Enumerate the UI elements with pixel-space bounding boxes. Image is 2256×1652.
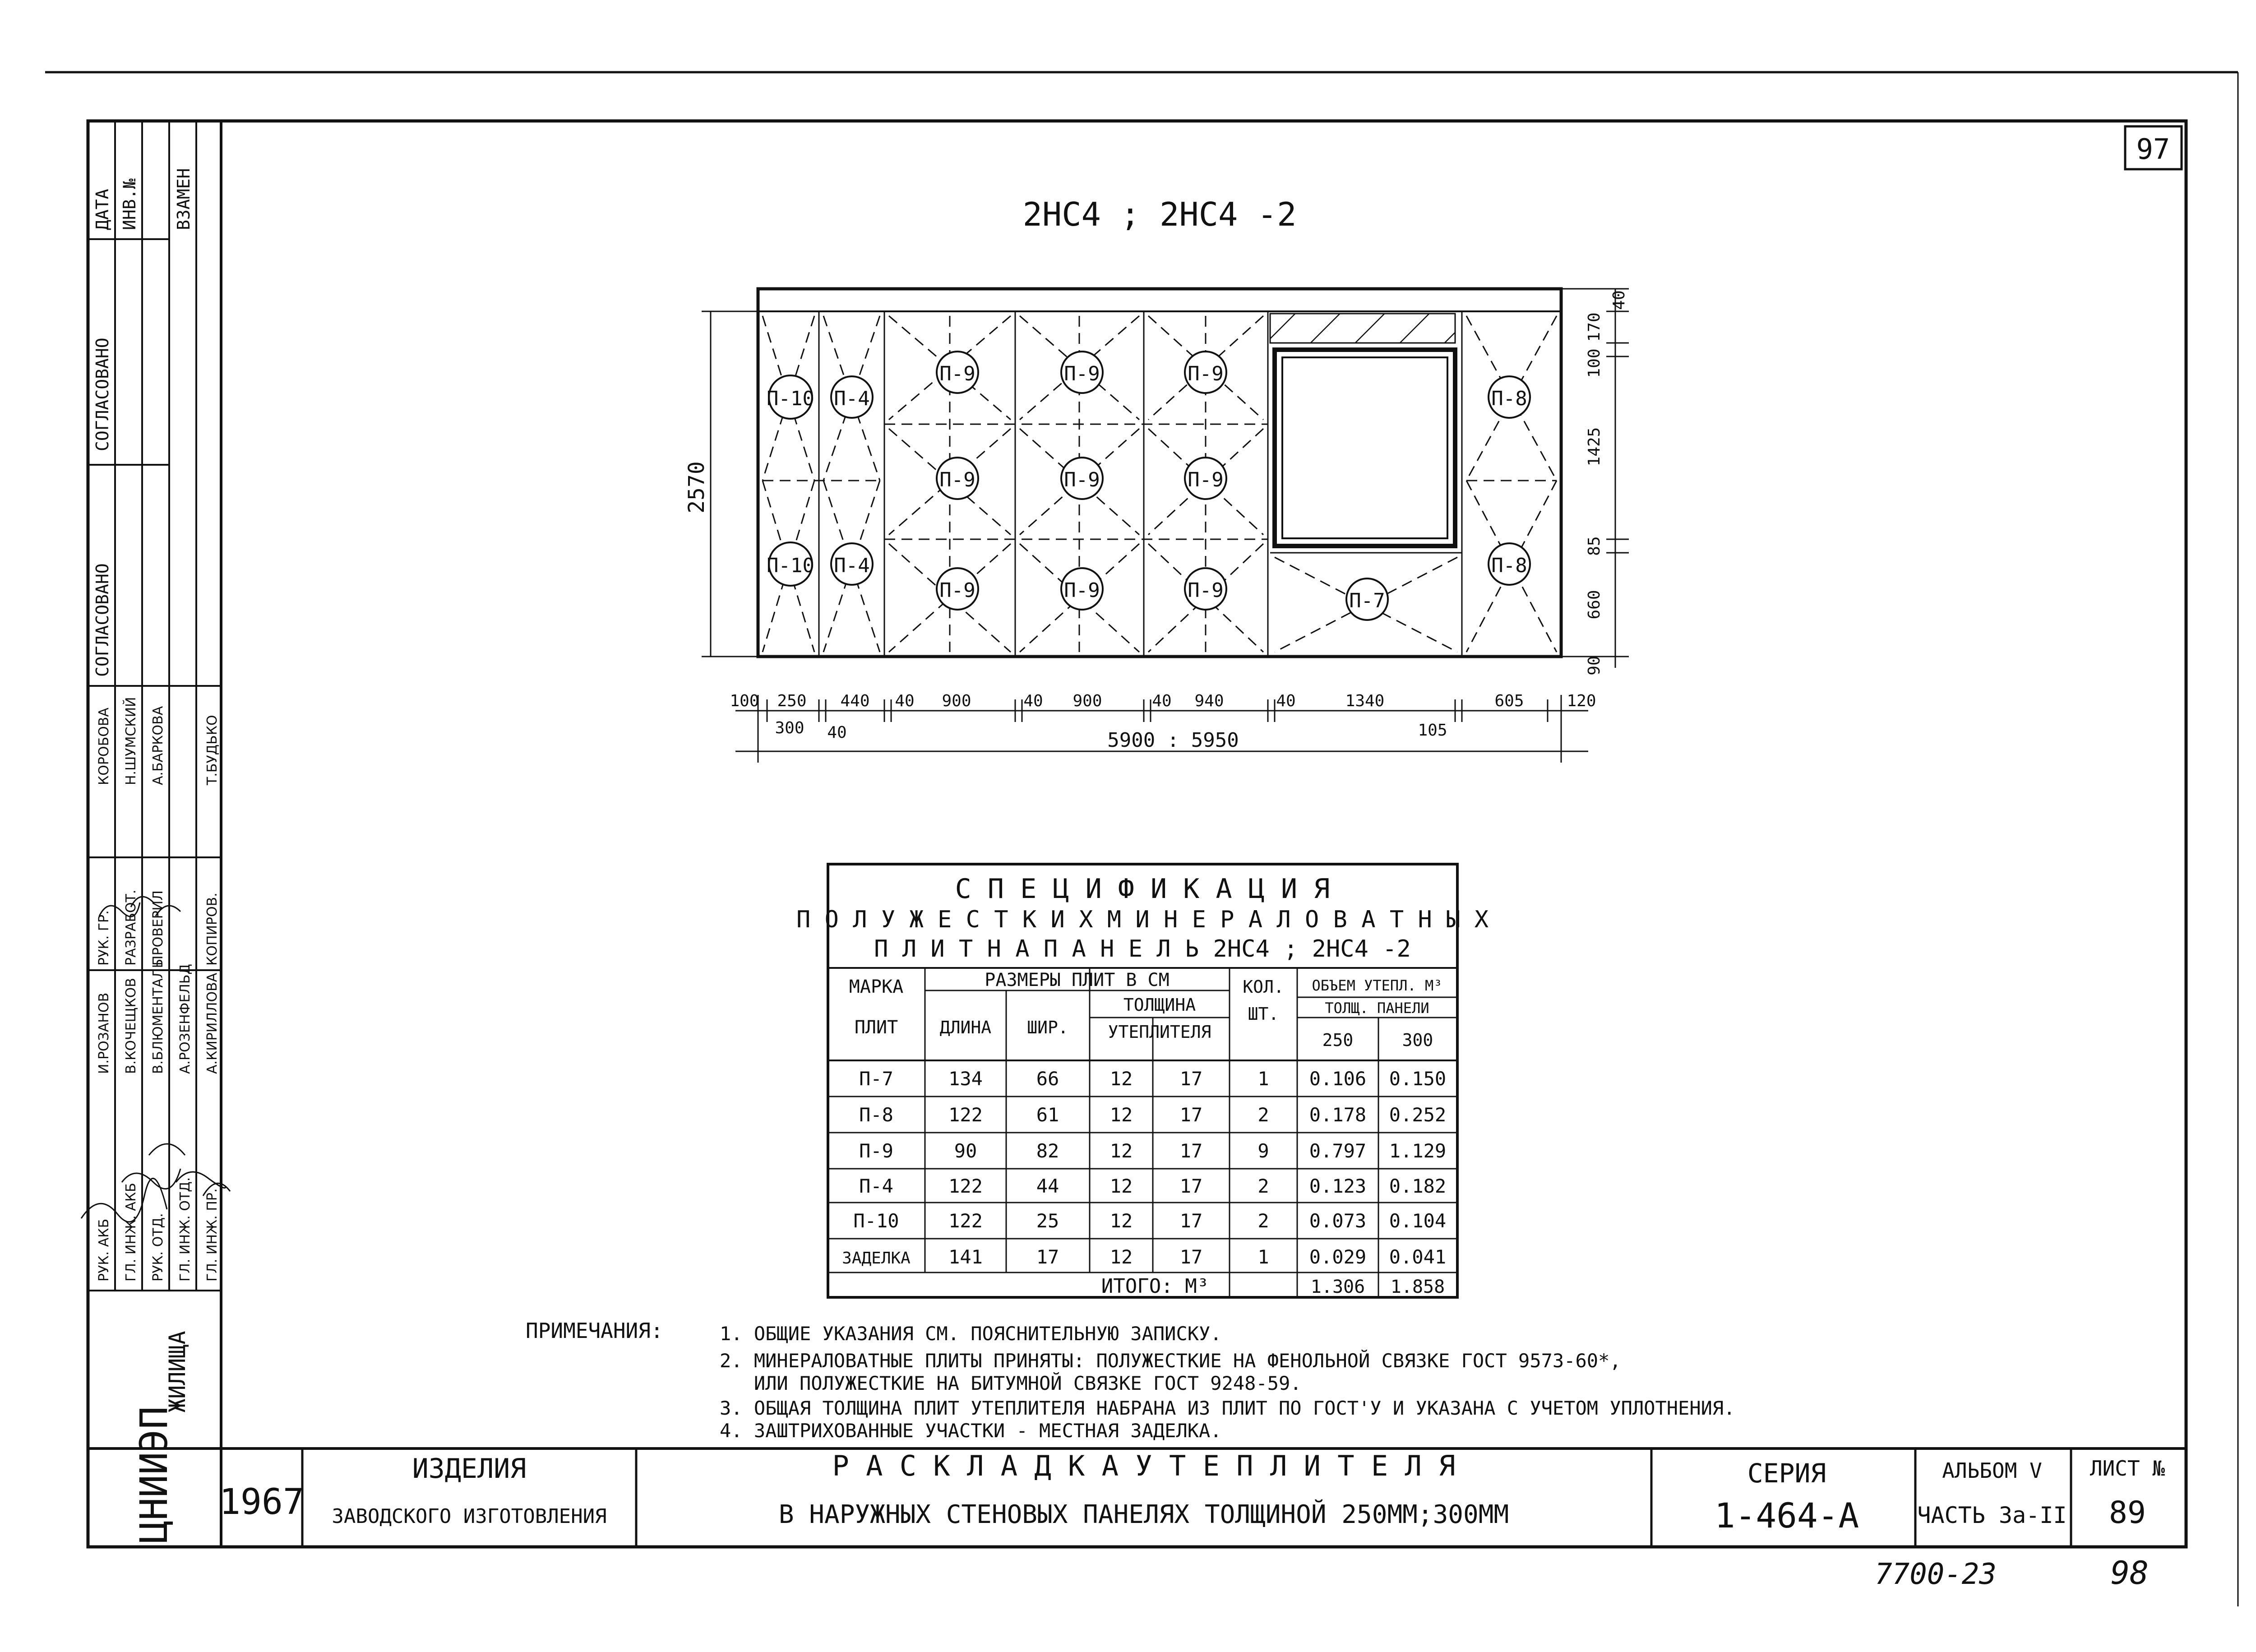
total-label: ИТОГО: М³: [1101, 1275, 1209, 1298]
overall-width: 5900 : 5950: [1107, 729, 1239, 752]
notes: [526, 1319, 1735, 1442]
stamp-header: ДАТА: [92, 189, 112, 230]
spec-cell: 141: [948, 1246, 983, 1268]
note-line: 3. ОБЩАЯ ТОЛЩИНА ПЛИТ УТЕПЛИТЕЛЯ НАБРАНА ИЗ ПЛИТ ПО ГОСТ'У И УКАЗАНА С УЧЕТОМ УПЛОТНЕНИЯ.: [720, 1397, 1735, 1419]
bottom-dimension: 900: [942, 692, 971, 710]
year: 1967: [219, 1482, 304, 1522]
spec-cell: 17: [1179, 1104, 1203, 1126]
col-header: ТОЛЩИНА: [1123, 995, 1196, 1015]
col-header: ПЛИТ: [854, 1017, 898, 1038]
series-label: СЕРИЯ: [1747, 1458, 1826, 1489]
right-dimension: 40: [1610, 290, 1628, 310]
spec-cell: 0.797: [1309, 1140, 1367, 1162]
bottom-dimension: 40: [1023, 692, 1043, 710]
plate-label: [767, 375, 814, 419]
plate-label: [1489, 376, 1530, 418]
plate-label: [1185, 568, 1226, 610]
archive-page: 98: [2110, 1555, 2149, 1592]
spec-cell: 44: [1036, 1175, 1059, 1197]
part: ЧАСТЬ 3а-II: [1917, 1502, 2067, 1528]
plate-label: [831, 543, 873, 585]
right-dimension: 660: [1585, 590, 1604, 620]
bottom-dimension: 940: [1194, 692, 1224, 710]
spec-cell: П-10: [853, 1210, 899, 1232]
spec-cell: П-9: [859, 1140, 893, 1162]
total-250: 1.306: [1310, 1277, 1365, 1297]
right-dimension: 100: [1585, 348, 1604, 378]
hatched-filling: [1270, 314, 1455, 343]
col-header: РАЗМЕРЫ ПЛИТ В СМ: [985, 970, 1170, 990]
spec-cell: 25: [1036, 1210, 1059, 1232]
spec-cell: 82: [1036, 1140, 1059, 1162]
bottom-dimension: 120: [1567, 692, 1596, 710]
right-dimension: 170: [1585, 312, 1604, 342]
dimension-texts: [684, 290, 1628, 752]
bottom-dimension: 605: [1494, 692, 1524, 710]
plate-label: [767, 542, 814, 586]
spec-title: С П Е Ц И Ф И К А Ц И Я: [955, 873, 1330, 905]
bottom-dimension: 900: [1073, 692, 1102, 710]
org-name: ЦНИИЭП: [132, 1406, 176, 1543]
window-opening: [1275, 350, 1455, 546]
sheet-number: 97: [2136, 133, 2170, 166]
spec-cell: 0.073: [1309, 1210, 1367, 1232]
svg-text:П-9: П-9: [939, 468, 975, 491]
col-header: МАРКА: [849, 976, 904, 997]
spec-cell: 134: [948, 1068, 983, 1090]
bottom-dimension: 100: [730, 692, 759, 710]
stamp-header: СОГЛАСОВАНО: [92, 338, 112, 451]
spec-title: П О Л У Ж Е С Т К И Х М И Н Е Р А Л О В А Т Н Ы Х: [796, 906, 1489, 933]
svg-text:П-9: П-9: [1188, 579, 1224, 602]
plate-label: [1061, 352, 1103, 393]
svg-text:П-9: П-9: [939, 579, 975, 602]
spec-cell: 0.029: [1309, 1246, 1367, 1268]
spec-cell: 1: [1257, 1246, 1269, 1268]
stamp-role: ГЛ. ИНЖ. АКБ: [123, 1183, 139, 1282]
bottom-dimension: 1340: [1345, 692, 1385, 710]
spec-cell: 17: [1179, 1210, 1203, 1232]
col-header: ШТ.: [1248, 1004, 1279, 1024]
svg-text:П-9: П-9: [1188, 468, 1224, 491]
spec-cell: 12: [1110, 1175, 1133, 1197]
spec-cell: ЗАДЕЛКА: [842, 1249, 911, 1268]
svg-text:П-9: П-9: [1064, 468, 1100, 491]
stamp-header: ВЗАМЕН: [174, 168, 194, 230]
svg-text:П-9: П-9: [939, 362, 975, 385]
bottom-sub-dimension: 300: [775, 719, 804, 737]
stamp-role: ГЛ. ИНЖ. ОТД.: [177, 1177, 193, 1282]
plate-label: [937, 568, 978, 610]
stamp-header: СОГЛАСОВАНО: [92, 563, 112, 677]
stamp-role: ПРОВЕРИЛ: [150, 890, 166, 966]
bottom-sub-dimension: 105: [1418, 721, 1447, 740]
right-dimension: 1425: [1585, 427, 1604, 467]
col-header: УТЕПЛИТЕЛЯ: [1108, 1022, 1211, 1042]
svg-text:П-9: П-9: [1188, 362, 1224, 385]
spec-cell: 17: [1179, 1068, 1203, 1090]
plate-label: [1061, 568, 1103, 610]
height-dimension: 2570: [684, 461, 709, 514]
stamp-name: Н.ШУМСКИЙ: [123, 697, 139, 785]
spec-cell: 12: [1110, 1068, 1133, 1090]
plate-label: [1185, 458, 1226, 499]
spec-cell: 12: [1110, 1210, 1133, 1232]
plate-label: [1346, 578, 1388, 620]
bottom-dimension: 40: [1152, 692, 1172, 710]
col-header: ШИР.: [1027, 1018, 1068, 1037]
note-line: 2. МИНЕРАЛОВАТНЫЕ ПЛИТЫ ПРИНЯТЫ: ПОЛУЖЕСТКИЕ НА ФЕНОЛЬНОЙ СВЯЗКЕ ГОСТ 9573-60*,: [720, 1350, 1621, 1372]
plate-label: [937, 458, 978, 499]
spec-cell: 17: [1179, 1140, 1203, 1162]
spec-cell: П-8: [859, 1104, 893, 1126]
archive-code: 7700-23: [1875, 1558, 1997, 1591]
stamp-header: ИНВ.№: [120, 178, 139, 230]
spec-cell: 122: [948, 1210, 983, 1232]
col-header: 300: [1402, 1030, 1433, 1050]
series-value: 1-464-А: [1714, 1495, 1859, 1536]
spec-cell: 17: [1179, 1246, 1203, 1268]
spec-cell: 90: [954, 1140, 977, 1162]
svg-text:П-9: П-9: [1064, 362, 1100, 385]
spec-cell: П-4: [859, 1175, 893, 1197]
spec-cell: 0.252: [1389, 1104, 1447, 1126]
note-line: 1. ОБЩИЕ УКАЗАНИЯ СМ. ПОЯСНИТЕЛЬНУЮ ЗАПИСКУ.: [720, 1323, 1222, 1345]
product-line-2: ЗАВОДСКОГО ИЗГОТОВЛЕНИЯ: [332, 1505, 607, 1528]
spec-cell: 0.178: [1309, 1104, 1367, 1126]
spec-cell: 1.129: [1389, 1140, 1447, 1162]
spec-cell: 2: [1257, 1104, 1269, 1126]
spec-cell: 0.106: [1309, 1068, 1367, 1090]
stamp-role: КОПИРОВ.: [204, 893, 220, 966]
spec-cell: 61: [1036, 1104, 1059, 1126]
plate-labels: [767, 352, 1530, 620]
spec-cell: 0.150: [1389, 1068, 1447, 1090]
stamp-role: РУК. ГР.: [96, 910, 112, 966]
spec-table: [796, 864, 1489, 1298]
plate-label: [831, 376, 873, 418]
col-header: ОБЪЕМ УТЕПЛ. М³: [1312, 977, 1442, 994]
drawing-name-1: Р А С К Л А Д К А У Т Е П Л И Т Е Л Я: [832, 1449, 1456, 1482]
org-name-2: ЖИЛИЩА: [164, 1331, 190, 1412]
sheet-label: ЛИСТ №: [2090, 1456, 2165, 1481]
svg-text:П-4: П-4: [834, 387, 870, 410]
spec-cell: 12: [1110, 1246, 1133, 1268]
spec-cell: 12: [1110, 1140, 1133, 1162]
spec-cell: П-7: [859, 1068, 893, 1090]
total-300: 1.858: [1390, 1277, 1445, 1297]
drawing-title: 2НС4 ; 2НС4 -2: [1022, 195, 1297, 233]
stamp-name: И.РОЗАНОВ: [96, 992, 112, 1074]
spec-cell: 17: [1179, 1175, 1203, 1197]
spec-cell: 0.123: [1309, 1175, 1367, 1197]
svg-text:П-10: П-10: [767, 554, 814, 577]
stamp-role: РАЗРАБОТ.: [123, 889, 139, 966]
sheet-value: 89: [2109, 1495, 2146, 1531]
col-header: КОЛ.: [1243, 977, 1284, 997]
spec-cell: 66: [1036, 1068, 1059, 1090]
stamp-name: В.БЛЮМЕНТАЛЬ: [150, 958, 166, 1074]
spec-cell: 1: [1257, 1068, 1269, 1090]
plate-label: [1061, 458, 1103, 499]
stamp-role: ГЛ. ИНЖ. ПР.: [204, 1188, 220, 1282]
bottom-dimension: 440: [840, 692, 870, 710]
bottom-dimension: 250: [777, 692, 807, 710]
svg-text:П-8: П-8: [1491, 554, 1527, 577]
product-line-1: ИЗДЕЛИЯ: [412, 1453, 527, 1485]
album: АЛЬБОМ V: [1942, 1458, 2042, 1483]
spec-rows: [842, 1068, 1446, 1268]
bottom-sub-dimension: 40: [827, 723, 847, 742]
spec-cell: 17: [1036, 1246, 1059, 1268]
stamp-name: А.КИРИЛЛОВА: [204, 972, 220, 1074]
right-dimension: 90: [1585, 656, 1604, 676]
bottom-dimension: 40: [895, 692, 915, 710]
panel-drawing: [758, 289, 1561, 657]
spec-title: П Л И Т Н А П А Н Е Л Ь 2НС4 ; 2НС4 -2: [874, 935, 1411, 963]
spec-cell: 0.104: [1389, 1210, 1447, 1232]
drawing-name-2: В НАРУЖНЫХ СТЕНОВЫХ ПАНЕЛЯХ ТОЛЩИНОЙ 250ММ;300ММ: [778, 1500, 1509, 1529]
sheet-number-box: [2125, 126, 2182, 169]
notes-label: ПРИМЕЧАНИЯ:: [526, 1319, 663, 1343]
stamp-name: КОРОБОВА: [96, 708, 112, 785]
spec-cell: 2: [1257, 1175, 1269, 1197]
col-header: 250: [1322, 1030, 1354, 1050]
stamp-role: РУК. АКБ: [96, 1218, 112, 1282]
col-header: ТОЛЩ. ПАНЕЛИ: [1325, 1000, 1429, 1017]
note-line: ИЛИ ПОЛУЖЕСТКИЕ НА БИТУМНОЙ СВЯЗКЕ ГОСТ 9248-59.: [720, 1372, 1302, 1394]
bottom-dimension: 40: [1276, 692, 1296, 710]
note-line: 4. ЗАШТРИХОВАННЫЕ УЧАСТКИ - МЕСТНАЯ ЗАДЕЛКА.: [720, 1420, 1222, 1442]
spec-cell: 0.182: [1389, 1175, 1447, 1197]
svg-text:П-7: П-7: [1349, 589, 1385, 612]
stamp-role: РУК. ОТД.: [150, 1213, 166, 1282]
spec-cell: 122: [948, 1175, 983, 1197]
spec-cell: 12: [1110, 1104, 1133, 1126]
plate-label: [1185, 352, 1226, 393]
stamp-name: Т.БУДЬКО: [204, 715, 220, 785]
stamp-name: А.БАРКОВА: [150, 706, 166, 785]
col-header: ДЛИНА: [939, 1018, 992, 1037]
spec-cell: 0.041: [1389, 1246, 1447, 1268]
spec-cell: 9: [1257, 1140, 1269, 1162]
spec-cell: 2: [1257, 1210, 1269, 1232]
svg-text:П-9: П-9: [1064, 579, 1100, 602]
plate-label: [937, 352, 978, 393]
spec-cell: 122: [948, 1104, 983, 1126]
stamp-name: В.КОЧЕЩКОВ: [123, 978, 139, 1074]
stamp-name: А.РОЗЕНФЕЛЬД: [177, 964, 193, 1074]
side-stamp: [81, 121, 230, 1291]
svg-text:П-8: П-8: [1491, 387, 1527, 410]
right-dimension: 85: [1585, 536, 1604, 556]
svg-text:П-10: П-10: [767, 387, 814, 410]
plate-label: [1489, 543, 1530, 585]
svg-text:П-4: П-4: [834, 554, 870, 577]
